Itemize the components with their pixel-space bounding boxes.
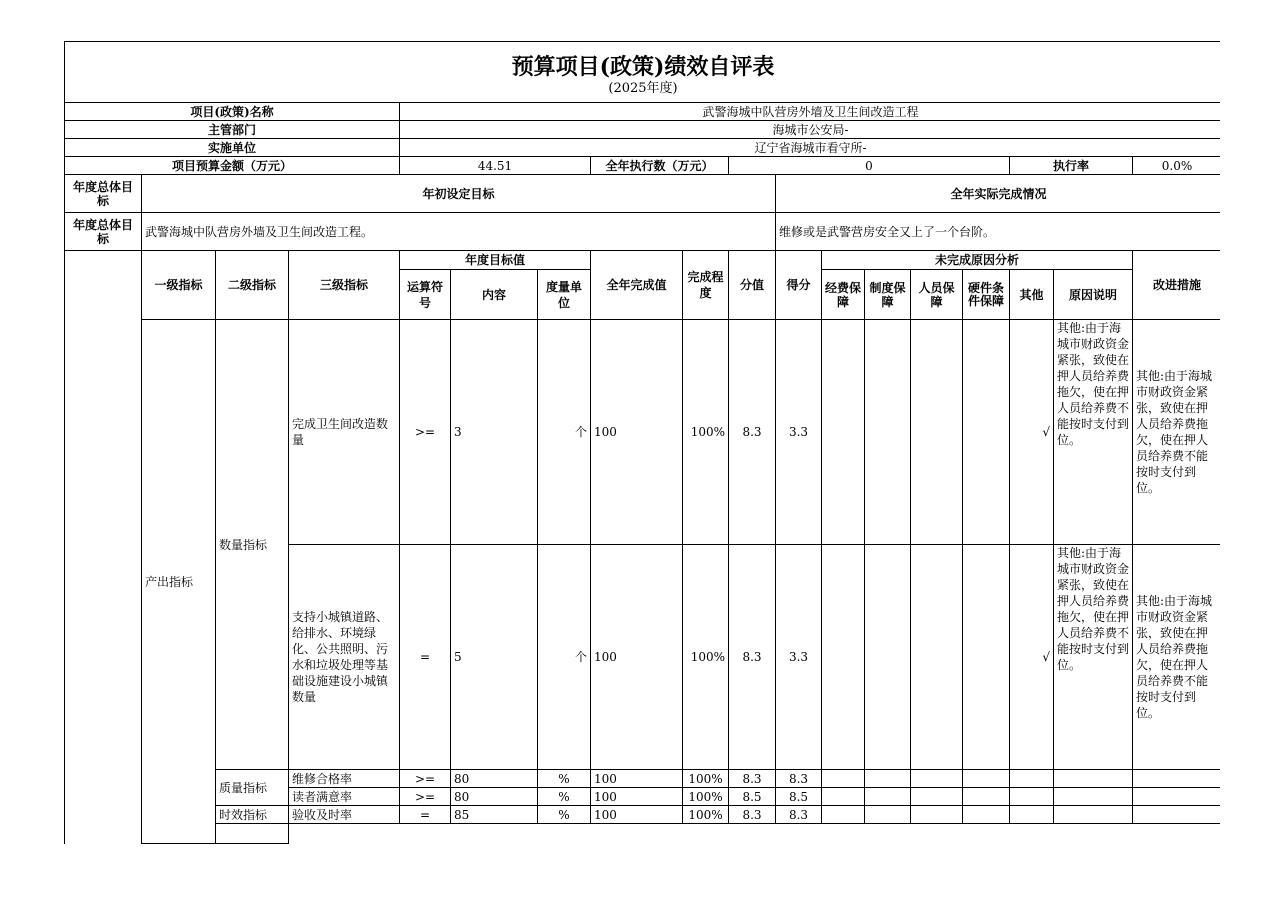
row2-reason: 其他:由于海城市财政资金紧张，致使在押人员给养费拖欠，使在押人员给养费不能按时支付到位。	[1054, 545, 1133, 770]
row4-content: 80	[451, 788, 538, 806]
row3-got: 8.3	[776, 770, 822, 788]
table-row	[65, 806, 1221, 824]
dept-value: 海城市公安局-	[400, 121, 1221, 139]
initial-goal-header: 年初设定目标	[142, 175, 776, 213]
row1-level3: 完成卫生间改造数量	[289, 320, 400, 545]
exec-amount-value: 0	[729, 157, 1010, 175]
exec-rate-label: 执行率	[1010, 157, 1133, 175]
row4-operator: >=	[400, 788, 451, 806]
row2-other: √	[1010, 545, 1054, 770]
row2-completion: 100%	[683, 545, 729, 770]
budget-value: 44.51	[400, 157, 591, 175]
project-name-value: 武警海城中队营房外墙及卫生间改造工程	[400, 103, 1221, 121]
table-row	[65, 320, 1221, 545]
row1-improve: 其他:由于海城市财政资金紧张，致使在押人员给养费拖欠，使在押人员给养费不能按时支付到位。	[1133, 320, 1221, 545]
other-header: 其他	[1010, 270, 1054, 320]
reason-analysis-header: 未完成原因分析	[822, 251, 1133, 270]
row3-personnel	[911, 770, 963, 788]
exec-rate-value: 0.0%	[1133, 157, 1221, 175]
level2-time: 时效指标	[216, 806, 289, 824]
row2-personnel	[911, 545, 963, 770]
row2-operator: =	[400, 545, 451, 770]
level2-quality: 质量指标	[216, 770, 289, 806]
row5-completion: 100%	[683, 806, 729, 824]
row5-content: 85	[451, 806, 538, 824]
row2-full: 100	[591, 545, 683, 770]
row3-other	[1010, 770, 1054, 788]
hardware-header: 硬件条件保障	[963, 270, 1010, 320]
row2-improve: 其他:由于海城市财政资金紧张，致使在押人员给养费拖欠，使在押人员给养费不能按时支付到位。	[1133, 545, 1221, 770]
row1-got: 3.3	[776, 320, 822, 545]
funding-header: 经费保障	[822, 270, 865, 320]
row4-funding	[822, 788, 865, 806]
row4-improve	[1133, 788, 1221, 806]
level1-output: 产出指标	[142, 320, 216, 844]
performance-evaluation-sheet	[64, 41, 1220, 871]
row5-personnel	[911, 806, 963, 824]
personnel-header: 人员保障	[911, 270, 963, 320]
row5-system	[865, 806, 911, 824]
row3-completion: 100%	[683, 770, 729, 788]
system-header: 制度保障	[865, 270, 911, 320]
row3-hardware	[963, 770, 1010, 788]
row1-hardware	[963, 320, 1010, 545]
row5-level3: 验收及时率	[289, 806, 400, 824]
table-row	[65, 770, 1221, 788]
trailing-cell	[216, 824, 289, 844]
initial-goal-text: 武警海城中队营房外墙及卫生间改造工程。	[142, 213, 776, 251]
row4-completion: 100%	[683, 788, 729, 806]
improvement-header: 改进措施	[1133, 251, 1221, 320]
unit-label: 实施单位	[65, 139, 400, 157]
got-header: 得分	[776, 251, 822, 320]
row3-operator: >=	[400, 770, 451, 788]
row2-score: 8.3	[729, 545, 776, 770]
row3-level3: 维修合格率	[289, 770, 400, 788]
operator-header: 运算符号	[400, 270, 451, 320]
row3-improve	[1133, 770, 1221, 788]
row2-level3: 支持小城镇道路、给排水、环境绿化、公共照明、污水和垃圾处理等基础设施建设小城镇数量	[289, 545, 400, 770]
actual-done-header: 全年实际完成情况	[776, 175, 1221, 213]
row5-reason	[1054, 806, 1133, 824]
annual-goal-label-2: 年度总体目标	[65, 213, 142, 251]
row1-personnel	[911, 320, 963, 545]
annual-goal-label-1: 年度总体目标	[65, 175, 142, 213]
row4-level3: 读者满意率	[289, 788, 400, 806]
row5-operator: =	[400, 806, 451, 824]
row2-system	[865, 545, 911, 770]
title-block	[65, 42, 1221, 103]
level3-header: 三级指标	[289, 251, 400, 320]
full-year-value-header: 全年完成值	[591, 251, 683, 320]
row1-unit: 个	[538, 320, 591, 545]
reason-desc-header: 原因说明	[1054, 270, 1133, 320]
project-name-label: 项目(政策)名称	[65, 103, 400, 121]
score-header: 分值	[729, 251, 776, 320]
row3-system	[865, 770, 911, 788]
row3-reason	[1054, 770, 1133, 788]
row1-content: 3	[451, 320, 538, 545]
row4-reason	[1054, 788, 1133, 806]
row1-funding	[822, 320, 865, 545]
row2-got: 3.3	[776, 545, 822, 770]
row4-hardware	[963, 788, 1010, 806]
row4-unit: %	[538, 788, 591, 806]
evaluation-table	[64, 41, 1220, 844]
row2-funding	[822, 545, 865, 770]
row5-full: 100	[591, 806, 683, 824]
row2-unit: 个	[538, 545, 591, 770]
level1-header: 一级指标	[142, 251, 216, 320]
row5-score: 8.3	[729, 806, 776, 824]
row4-full: 100	[591, 788, 683, 806]
year-label: (2025年度)	[608, 81, 678, 96]
annual-target-header: 年度目标值	[400, 251, 591, 270]
measure-unit-header: 度量单位	[538, 270, 591, 320]
row2-hardware	[963, 545, 1010, 770]
row5-funding	[822, 806, 865, 824]
row1-completion: 100%	[683, 320, 729, 545]
row4-other	[1010, 788, 1054, 806]
level2-quantity: 数量指标	[216, 320, 289, 770]
row3-score: 8.3	[729, 770, 776, 788]
trailing-blank	[289, 824, 1221, 844]
row3-full: 100	[591, 770, 683, 788]
budget-label: 项目预算金额（万元）	[65, 157, 400, 175]
row4-system	[865, 788, 911, 806]
dept-label: 主管部门	[65, 121, 400, 139]
row3-funding	[822, 770, 865, 788]
row2-content: 5	[451, 545, 538, 770]
row4-score: 8.5	[729, 788, 776, 806]
exec-amount-label: 全年执行数（万元）	[591, 157, 729, 175]
completion-header: 完成程度	[683, 251, 729, 320]
level2-header: 二级指标	[216, 251, 289, 320]
row1-operator: >=	[400, 320, 451, 545]
row1-other: √	[1010, 320, 1054, 545]
row5-improve	[1133, 806, 1221, 824]
row1-full: 100	[591, 320, 683, 545]
row1-reason: 其他:由于海城市财政资金紧张，致使在押人员给养费拖欠，使在押人员给养费不能按时支付到位。	[1054, 320, 1133, 545]
row1-score: 8.3	[729, 320, 776, 545]
content-header: 内容	[451, 270, 538, 320]
row5-other	[1010, 806, 1054, 824]
row5-hardware	[963, 806, 1010, 824]
left-blank-cell	[65, 251, 142, 844]
row1-system	[865, 320, 911, 545]
row4-got: 8.5	[776, 788, 822, 806]
actual-done-text: 维修或是武警营房安全又上了一个台阶。	[776, 213, 1221, 251]
row3-unit: %	[538, 770, 591, 788]
row5-unit: %	[538, 806, 591, 824]
row3-content: 80	[451, 770, 538, 788]
row5-got: 8.3	[776, 806, 822, 824]
page-title: 预算项目(政策)绩效自评表	[511, 54, 775, 80]
unit-value: 辽宁省海城市看守所-	[400, 139, 1221, 157]
row4-personnel	[911, 788, 963, 806]
